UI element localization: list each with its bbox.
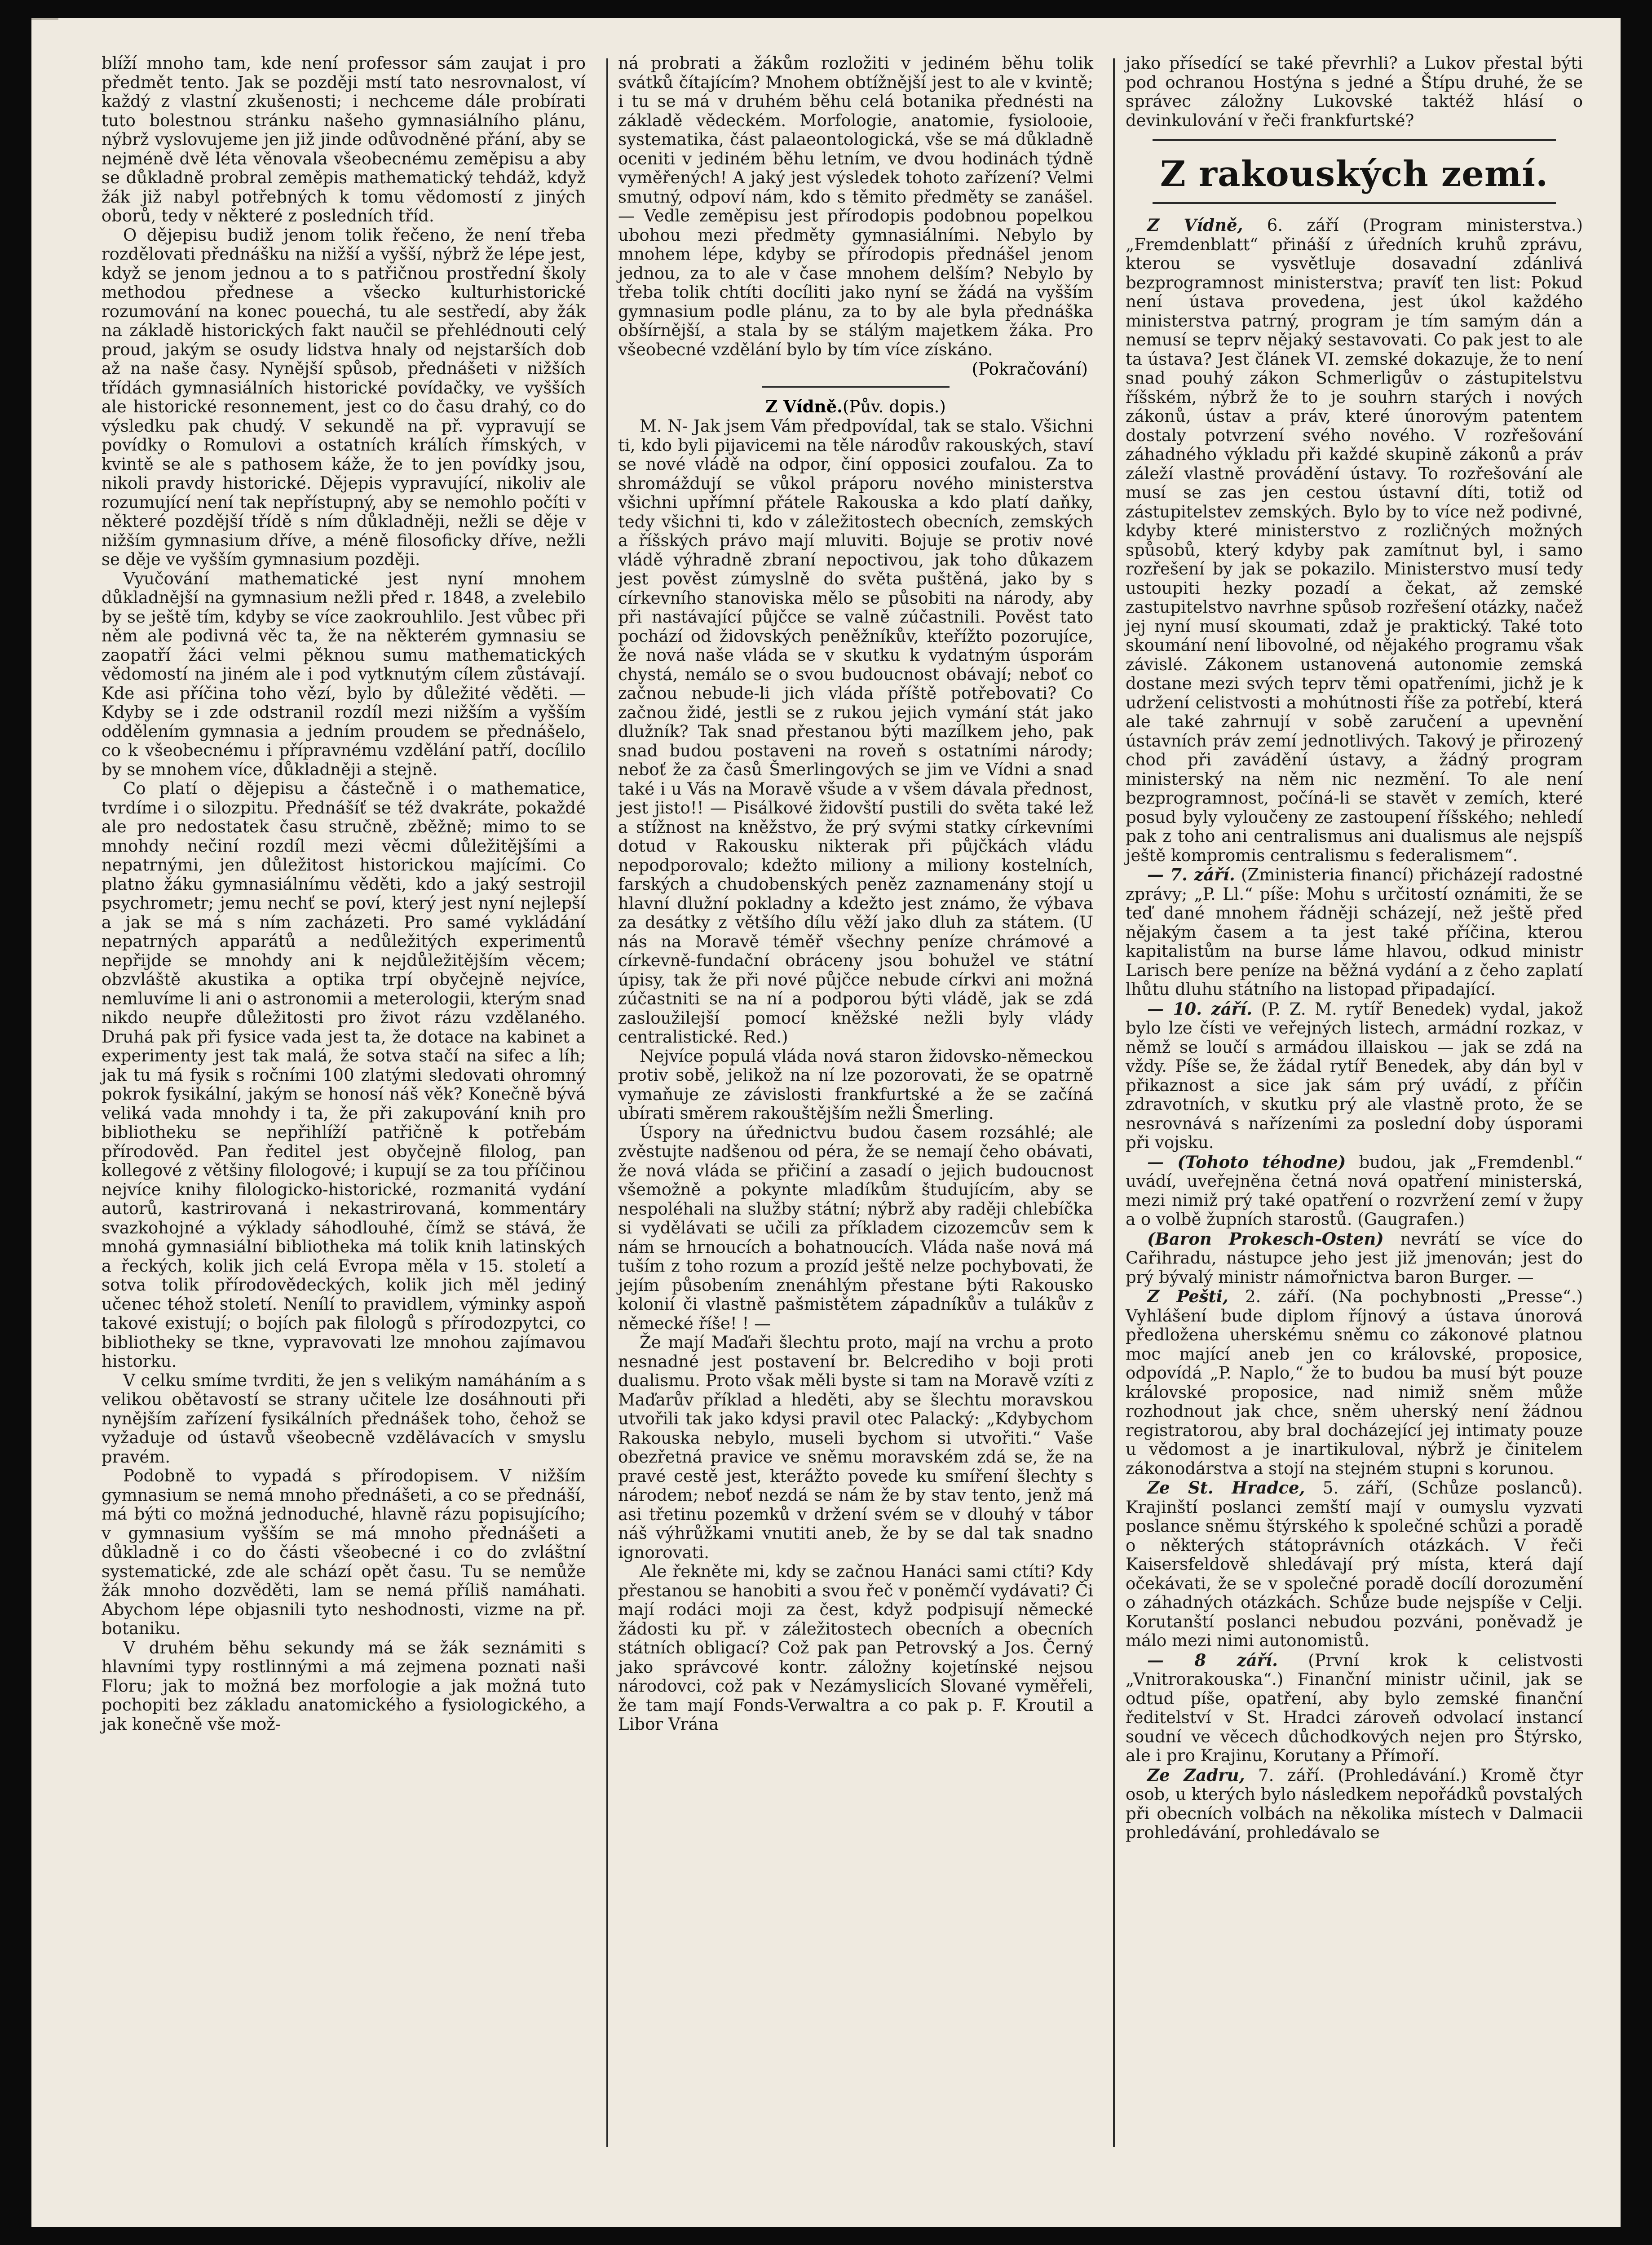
paragraph: Nejvíce populá vláda nová staron židovsko-německou protiv sobě, jelikož na ní lze pozorovati, že se opatrně vymaňuje ze závislosti frankfurtské a že se začíná ubírati směrem rakouštějším nežli Šmerling.	[618, 1046, 1093, 1123]
news-item-dateline: Z Vídně,	[1147, 215, 1243, 235]
news-item-dateline: Z Pešti,	[1147, 1286, 1228, 1306]
news-item	[1126, 1287, 1583, 1478]
vienna-letter-note: (Pův. dopis.)	[843, 397, 946, 416]
news-item-text: (P. Z. M. rytíř Benedek) vydal, jakož bylo lze čísti ve veřejných listech, armádní rozkaz, v němž se loučí s armádou illaiskou — jak se zdá na vždy. Píše se, že žádal rytíř Benedek, aby dán byl v přikaznost a sice jak sám prý uvádí, z příčin zdravotních, v skutku prý ale vlastně proto, že se nesrovnává s nařízeními za poslední doby úsporami při vojsku.	[1126, 999, 1583, 1152]
news-item-text: budou, jak „Fremdenbl.“ uvádí, uveřejněna četná nová opatření ministerská, mezi nimiž prý také opatření o rozvržení zemí v župy a o volbě župních starostů. (Gaugrafen.)	[1126, 1152, 1583, 1229]
paragraph: Že mají Maďaři šlechtu proto, mají na vrchu a proto nesnadné jest postavení br. Belcrediho v boji proti dualismu. Proto však měli byste si tam na Moravě vzíti z Maďarův příklad a hleděti, aby se šlechtu moravskou utvořili tak jako kdysi pravil otec Palacký: „Kdybychom Rakouska nebylo, museli bychom si utvořiti.“ Vaše obezřetná pravice ve sněmu moravském zdá se, že na pravé cestě jest, kterážto povede ku smíření šlechty s národem; neboť nezdá se nám že by stav tento, jenž má asi třetinu pozemků v držení svém se v dlouhý v tábor náš výhrůžkami vnutiti aneb, že by se dal tak snadno ignorovati.	[618, 1333, 1093, 1562]
news-item-text: 7. září. (Prohledávání.) Kromě čtyr osob, u kterých bylo následkem nepořádků povstalých při obecních volbách na několika místech v Dalmacii prohledávání, prohledávalo se	[1126, 1765, 1583, 1842]
separator-rule	[1153, 139, 1556, 141]
paragraph: V celku smíme tvrditi, že jen s velikým namáháním a s velikou obětavostí se strany učitele lze dosáhnouti při nynějším zařízení fysikálních přednášek toho, čehož se vyžaduje od ústavů všeobecně vzdělávacích v smyslu pravém.	[102, 1370, 586, 1467]
news-item-dateline: — 8 září.	[1147, 1650, 1278, 1670]
paragraph: Co platí o dějepisu a částečně i o mathematice, tvrdíme i o silozpitu. Přednášíť se též dvakráte, pokaždé ale pro nedostatek času stručně, zběžně; mimo to se mnohdy nečiní rozdíl mezi věcmi důležitějšími a nepatrnými, jen důležitost historickou majícími. Co platno žáku gymnasiálnímu věděti, kdo a jaký sestrojil psychrometr; jemu nechť se poví, který jest nyní nejlepší a jak se má s ním zacházeti. Pro samé vykládání nepatrných apparátů a nedůležitých experimentů nepřijde se mnohdy ani k nejdůležitějším věcem; obzvláště akustika a optika trpí obyčejně nejvíce, nemluvíme li ani o astronomii a meterologii, kterým snad nikdo neupře důležitosti pro život rázu vzdělaného. Druhá pak při fysice vada jest ta, že dotace na kabinet a experimenty jest tak malá, že sotva stačí na sifec a líh; jak tu má fysik s ročními 100 zlatými sledovati ohromný pokrok fysikální, jakým se honosí náš věk? Konečně bývá veliká vada mnohdy i ta, že při zakupování knih pro bibliotheku se nepřihlíží patřičně k potřebám přírodověd. Pan ředitel jest obyčejně filolog, pan kollegové z většiny filologové; i kupují se za tou příčinou nejvíce knihy filologicko-historické, rozmanitá vydání autorů, kastrirovaná i nekastrirovaná, kommentáry svazkohojné a výklady sáhodlouhé, čímž se stává, že mnohá gymnasiální bibliotheka má tolik knih latinských a řeckých, kolik jich celá Evropa měla v 15. století a sotva tolik přírodovědeckých, kolik jich měl jediný učenec téhož století. Nenílí to pravidlem, výminky aspoň takové existují; o bojích pak filologů s přírodozpytci, co bibliotheky se tkne, vypravovati lze mnohou zajímavou historku.	[102, 779, 586, 1371]
vienna-letter-body	[618, 417, 1093, 1734]
news-item	[1126, 1229, 1583, 1287]
separator-rule	[1153, 202, 1556, 204]
news-item	[1126, 1766, 1583, 1843]
news-item-text: nevrátí se více do Cařihradu, nástupce jeho jest již jmenován; jest do prý bývalý ministr námořnictva baron Burger. —	[1126, 1229, 1583, 1287]
news-items	[1126, 216, 1583, 1843]
paragraph: ná probrati a žákům rozložiti v jediném běhu tolik svátků čítajícím? Mnohem obtížnější jest to ale v kvintě; i tu se má v druhém běhu celá botanika přednésti na základě vědeckém. Morfologie, anatomie, fysiolooie, systematika, část palaeontologická, vše se má důkladně oceniti v jediném běhu letním, ve dvou hodinách týdně vyměřených! A jaký jest výsledek tohoto zařízení? Velmi smutný, odpoví nám, kdo s těmito předměty se zanášel. — Vedle zeměpisu jest přírodopis podobnou popelkou ubohou mezi předměty gymnasiálními. Nebylo by mnohem lépe, kdyby se přírodopis přednášel jenom jednou, za to ale v čase mnohem delším? Nebylo by třeba tolik chtíti docíliti jako nyní se žádá na vyšším gymnasium podle plánu, za to by ale byla přednáška obšírnější, a stala by se stálým majetkem žáka. Pro všeobecné vzdělání bylo by tím více získáno.	[618, 53, 1093, 359]
news-item-dateline: Ze Zadru,	[1147, 1765, 1245, 1785]
column-left	[85, 54, 602, 2147]
paragraph: Podobně to vypadá s přírodopisem. V nižším gymnasium se nemá mnoho přednášeti, a co se přednáší, má býti co možná jednoduché, hlavně rázu popisujícího; v gymnasium vyšším se má mnoho přednášeti a důkladně i co do části všeobecné i co do zvláštní systematické, zde ale schází opět času. Tu se nemůže žák mnoho dozvěděti, lam se nemá příliš namáhati. Abychom lépe objasnili tyto neshodnosti, vizme na př. botaniku.	[102, 1466, 586, 1638]
news-item	[1126, 1651, 1583, 1766]
column-right	[1109, 54, 1599, 2156]
news-item-dateline: — (Tohoto téhodne)	[1147, 1152, 1346, 1172]
news-item	[1126, 865, 1583, 999]
article-continuation	[618, 54, 1093, 359]
paragraph: M. N- Jak jsem Vám předpovídal, tak se stalo. Všichni ti, kdo byli pijavicemi na těle národův rakouských, staví se nové vládě na odpor, činí opposici zoufalou. Za to shromáždují se vůkol práporu nového ministerstva všichni upřímní přátele Rakouska a kdo platí daňky, tedy všichni ti, kdo v záležitostech obecních, zemských a říšských právo mají mluviti. Bojuje se protiv nové vládě výhradně zbraní nepoctivou, jak toho důkazem jest pověst zúmyslně do světa puštěná, jako by s církevního stanoviska mělo se působiti na národy, aby při nastávající půjčce se valně zúčastnili. Pověst tato pochází od židovských peněžníkův, kteřížto pozorujíce, že nová naše vláda se v skutku k vydatným úsporám chystá, nemálo se o svou budoucnost obávají; neboť co začnou nebude-li jich vláda příště potřebovati? Co začnou židé, jestli se z rukou jejich vymání stát jako dlužník? Tak snad přestanou býti mazílkem jeho, pak snad budou postaveni na roveň s ostatními národy; neboť že za časů Šmerlingových se jim ve Vídni a snad také i u Vás na Moravě všude a v všem dávala přednost, jest jisto!! — Pisálkové židovští pustili do světa také lež a stížnost na kněžstvo, že prý svými statky církevními dotud v Rakousku nikterak při půjčkách vládu nepodporovalo; kdežto miliony a miliony kostelních, farských a chudobenských peněz zaznamenány stojí u hlavní dlužní pokladny a kdežto jest známo, že výbava za desátky z většího dílu věží jako dluh za státem. (U nás na Moravě téměř všechny peníze chrámové a církevně-fundační obráceny jsou bohužel ve státní úpisy, tak že při nové půjčce nebude církvi ani možná zúčastniti se na ní a podporou býti vládě, jak se zdá zasloužilejší pomocí kněžské nežli byly vlády centralistické. Red.)	[618, 416, 1093, 1047]
paragraph: V druhém běhu sekundy má se žák seznámiti s hlavními typy rostlinnými a má zejmena poznati naši Floru; jak to možná bez morfologie a jak možná tuto pochopiti bez základu anatomického a fysiologického, a jak konečně vše mož-	[102, 1638, 586, 1734]
continued-note: (Pokračování)	[972, 359, 1088, 379]
paragraph: Vyučování mathematické jest nyní mnohem důkladnější na gymnasium nežli před r. 1848, a zvelebilo by se ještě tím, kdyby se více zaokrouhlilo. Jest vůbec při něm ale podivná věc ta, že na některém gymnasiu se zaopatří žáci velmi pěknou sumu mathematických vědomostí na jiném ale i pod vytknutým cílem zůstávají. Kde asi příčina toho vězí, bylo by důležité věděti. — Kdyby se i zde odstranil rozdíl mezi nižším a vyšším oddělením gymnasia a jedním proudem se přednášelo, co k všeobecnému i přípravnému vzdělání patří, docílilo by se mnohem více, důkladněji a stejně.	[102, 569, 586, 779]
news-item-text: 6. září (Program ministerstva.) „Fremdenblatt“ přináší z úředních kruhů zprávu, kterou se vysvětluje dosavadní zdánlivá bezprogramnost ministerstva; pravíť ten list: Pokud není ústava provedena, jest úkol každého ministerstva patrný, program je tím samým dán a nemusí se teprv nějaký sestavovati. Co pak jest to ale ta ústava? Jest článek VI. zemské dokazuje, že to není snad pouhý zákon Schmerligův o zástupitelstvu říšském, nýbrž že to je souhrn starých i nových zákonů, ústav a práv, které únorovým patentem dostaly potvrzení svého nového. V rozřešování záhadného výkladu při každé skupině zákonů a práv záleží vlastně provádění ústavy. To rozřešování ale musí se zas jen cestou ústavní díti, totiž od zástupitelstev zemských. Bylo by to více než podivné, kdyby které ministerstvo z rozličných možných spůsobů, který kdyby pak zamítnut byl, i samo rozřešení by jak se pokazilo. Ministerstvo musí tedy ustoupiti hezky pozadí a čekat, až zemské zastupitelstvo navrhne spůsob rozřešení otázky, načež jej nyní musí skoumati, zdaž je praktický. Také toto skoumání není libovolné, od nějakého programu však závislé. Zákonem ustanovená autonomie zemská dostane mezi svých teprv těmi opatřeními, jichž je k udržení celistvosti a mohútnosti říše za potřebí, která ale také zahrnují v sobě zaručení a upevnění ústavních práv zemí jednotlivých. Takový je přirozený chod při zavádění ústavy, a žádný program ministerský na něm nic nezmění. To ale není bezprogramnost, počíná-li se stavět v zemích, které posud byly vyloučeny ze zastoupení říšského; nehledí pak z toho ani centralismus ani dualismus ale nejspíš ještě kompromis centralismu s federalismem“.	[1126, 216, 1583, 865]
news-item-text: (První krok k celistvosti „Vnitrorakouska“.) Finanční ministr učinil, jak se odtud píše, opatření, aby bylo zemské finanční ředitelství v St. Hradci zároveň odvolací instancí soudní ve věcech důchodkových nejen pro Štýrsko, ale i pro Krajinu, Korutany a Přímoří.	[1126, 1650, 1583, 1765]
news-item	[1126, 216, 1583, 865]
paragraph: blíží mnoho tam, kde není professor sám zaujat i pro předmět tento. Jak se později mstí tato nesrovnalost, ví každý z vlastní zkušenosti; i nechceme dále probírati tuto bolestnou stránku našeho gymnasiálního plánu, nýbrž vyslovujeme jen již jinde odůvodněné přání, aby se nejméně dvě léta věnovala všeobecnému zeměpisu a aby se důkladně probral zeměpis mathematický tehdáž, když žák již nabyl potřebných k tomu vědomostí z jiných oborů, tedy v některé z posledních tříd.	[102, 53, 586, 225]
separator-rule	[762, 386, 950, 388]
news-item-text: 5. září, (Schůze poslanců). Krajinští poslanci zemští mají v oumyslu vyzvati poslance sněmu štýrského k společné schůzi a poradě o některých státoprávních otázkách. V řeči Kaisersfeldově shledávají prý místa, která dají očekávati, že se v společné poradě docílí dorozumění o záhadných otázkách. Schůze bude nejspíše v Celji. Korutanští poslanci nebudou pozváni, poněvadž je málo mezi nimi autonomistů.	[1126, 1478, 1583, 1650]
paragraph: Úspory na úřednictvu budou časem rozsáhlé; ale zvěstujte nadšenou od péra, že se nemají čeho obávati, že nová vláda se přičiní a zasadí o jejich budoucnost všemožně a pokynte mladíkům študujícím, aby se nespoléhali na služby státní; nýbrž aby raději chlebíčka si vydělávati se učili za příkladem cizozemcův sem k nám se hrnoucích a bohatnoucích. Vláda naše nová má tuším z toho rozum a prozíd ještě nelze pochybovati, že jejím působením znenáhlým přestane býti Rakousko kolonií či vlastně pašmistětem západníkův a tulákův z německé říše! ! —	[618, 1122, 1093, 1333]
page-edge-mark	[31, 18, 58, 20]
column-left-text	[85, 54, 602, 1734]
vienna-letter-place: Z Vídně.	[765, 397, 843, 416]
column-middle	[602, 54, 1109, 2147]
news-item	[1126, 999, 1583, 1153]
news-item	[1126, 1478, 1583, 1651]
news-item-dateline: (Baron Prokesch-Osten)	[1147, 1229, 1384, 1249]
news-item-dateline: — 7. září.	[1147, 865, 1235, 884]
news-item	[1126, 1153, 1583, 1229]
paragraph: jako přísedící se také převrhli? a Lukov přestal býti pod ochranou Hostýna s jedné a Štípu druhé, že se správec záložny Lukovské taktéž hlásí o devinkulování v řeči frankfurtské?	[1126, 53, 1583, 130]
vienna-letter-heading	[618, 397, 1093, 417]
newspaper-page	[31, 18, 1621, 2227]
news-item-text: (Zministeria financí) přicházejí radostné zprávy; „P. Ll.“ píše: Mohu s určitostí oznámiti, že se teď dané mnohem řádněji scházejí, než ještě před nějakým časem a ta jest také příčina, kterou kapitalistům na burse láme hlavou, odkud ministr Larisch bere peníze na běžná vydání a z čeho zaplatí lhůtu dluhu státního na listopad připadající.	[1126, 865, 1583, 999]
news-item-dateline: Ze St. Hradce,	[1147, 1478, 1305, 1498]
section-title: Z rakouských zemí.	[1160, 154, 1549, 194]
news-item-text: 2. září. (Na pochybnosti „Presse“.) Vyhlášení bude diplom říjnový a ústava únorová předložena uherskému sněmu co zákonové platnou moc mající aneb jen co královské, proposice, odpovídá „P. Naplo,“ že to budou ba musí být pouze královské proposice, nad nimiž sněm může rozhodnout jak chce, sněm uherský není žádnou registratorou, aby bral docházející jej intimaty pouze u vědomost a je inartikuloval, nýbrž je činitelem zákonodárstva a stojí na stejném stupni s korunou.	[1126, 1287, 1583, 1478]
letter-ending	[1126, 54, 1583, 130]
news-item-dateline: — 10. září.	[1147, 999, 1253, 1019]
paragraph: Ale řekněte mi, kdy se začnou Hanáci sami ctíti? Kdy přestanou se hanobiti a svou řeč v poněmčí vydávati? Či mají rodáci moji za čest, když podpisují německé žádosti ku př. v záležitostech obecních a obecních státních obligací? Což pak pan Petrovský a Jos. Černý jako správcové kontr. záložny kojetínské nejsou národovci, což pak v Nezámyslicích Slované vyměřeli, že tam mají Fonds-Verwaltra a co pak p. F. Kroutil a Libor Vrána	[618, 1562, 1093, 1734]
paragraph: O dějepisu budiž jenom tolik řečeno, že není třeba rozdělovati přednášku na nižší a vyšší, nýbrž že lépe jest, když se jenom jednou a to s patřičnou prostřední školy methodou přednese a všecko kulturhistorické rozumování na konec pouechá, tu ale sestředí, aby žák na základě historických fakt naučil se přehlédnouti celý proud, jakým se osudy lidstva hnaly od nejstarších dob až na naše časy. Nynější spůsob, přednášeti v nižších třídách gymnasiálních historické povídačky, ve vyšších ale historické resonnement, jest co do času drahý, co do výsledku pak chudý. V sekundě na př. vypravují se povídky o Romulovi a ostatních králích římských, v kvintě se ale s pathosem káže, že to jen povídky jsou, nikoli pravdy historické. Dějepis vypravující, nikoliv ale rozumující není tak nepřístupný, aby se nemohlo počíti v některé pozdější třídě s ním důkladněji, nežli se děje v nižším gymnasium dříve, a méně filosoficky dříve, nežli se děje ve vyšším gymnasium později.	[102, 225, 586, 569]
